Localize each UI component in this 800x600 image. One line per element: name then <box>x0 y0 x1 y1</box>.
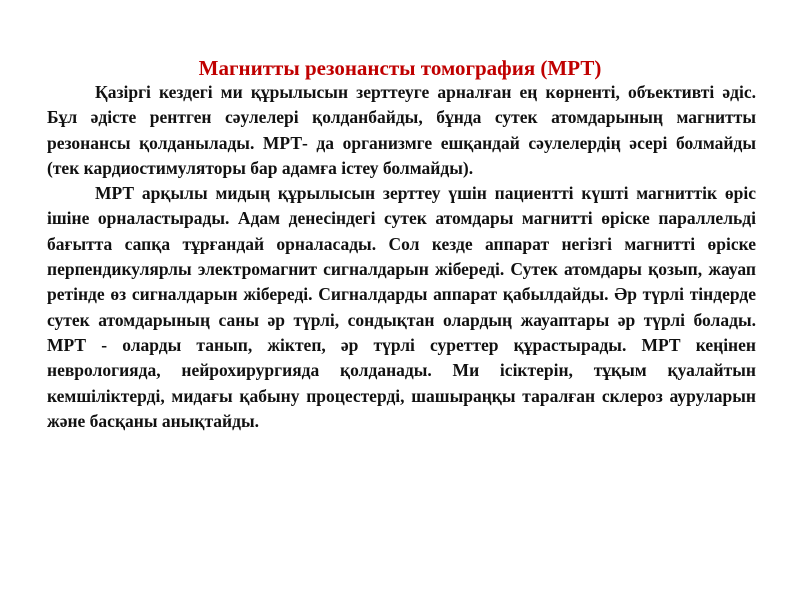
slide-title: Магнитты резонансты томография (МРТ) <box>198 56 602 80</box>
paragraph-1: Қазіргі кездегі ми құрылысын зерттеуге арналған ең көрненті, объективті әдіс. Бұл әдісте рентген сәулелері қолданбайды, бұнда сутек атомдарының магнитты резонансы қолданылады. МРТ- да организмге ешқандай сәулелердің әсері болмайды (тек кардиостимуляторы бар адамға істеу болмайды). <box>47 82 756 178</box>
slide-body <box>47 80 756 434</box>
paragraph-2: МРТ арқылы мидың құрылысын зерттеу үшін пациентті күшті магниттік өріс ішіне орналастырады. Адам денесіндегі сутек атомдары магнитті өріске параллельді бағытта сапқа тұрғандай орналасады. Сол кезде аппарат негізгі магнитті өріске перпендикулярлы электромагнит сигналдарын жібереді. Сутек атомдары қозып, жауап ретінде өз сигналдарын жібереді. Сигналдарды аппарат қабылдайды. Әр түрлі тіндерде сутек атомдарының саны әр түрлі, сондықтан олардың жауаптары әр түрлі болады. МРТ - оларды танып, жіктеп, әр түрлі суреттер құрастырады. МРТ кеңінен неврологияда, нейрохирургияда қолданады. Ми ісіктерін, тұқым қуалайтын кемшіліктерді, мидағы қабыну процестерді, шашыраңқы таралған склероз ауруларын және басқаны анықтайды. <box>47 183 756 431</box>
